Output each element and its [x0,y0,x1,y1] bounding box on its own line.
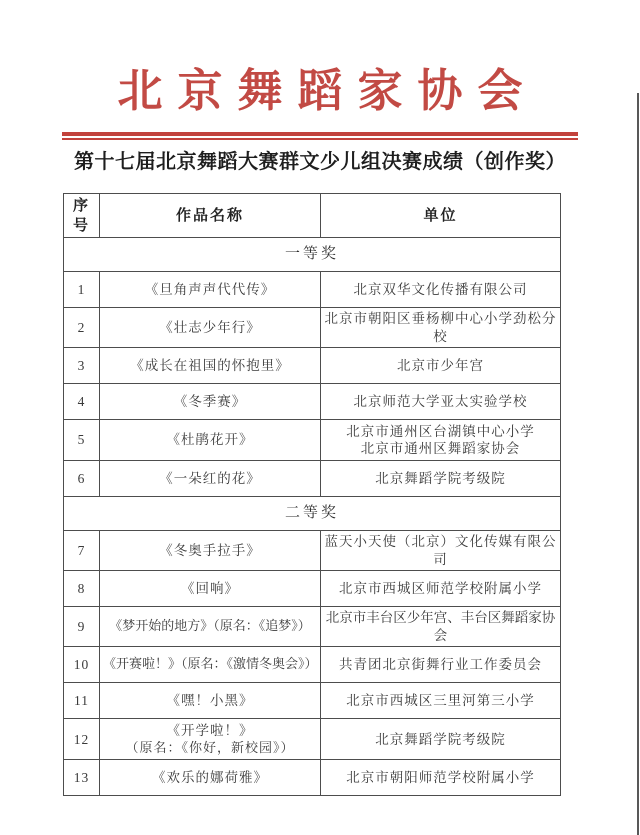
cell-no: 9 [64,607,100,647]
cell-work-line1: 《开学啦！》 [166,723,254,739]
cell-work: 《开赛啦！》（原名：《激情冬奥会》） [100,647,321,683]
table-row [64,348,561,384]
table-row [64,384,561,420]
cell-no: 7 [64,531,100,571]
award-section-row-first-prize [64,238,561,272]
table-row [64,420,561,461]
cell-unit: 北京市丰台区少年宫、丰台区舞蹈家协会 [321,607,561,647]
column-header-unit: 单位 [321,194,561,238]
cell-unit: 蓝天小天使（北京）文化传媒有限公司 [321,531,561,571]
cell-unit: 北京舞蹈学院考级院 [321,719,561,760]
cell-unit: 北京市朝阳师范学校附属小学 [321,760,561,796]
cell-work: 《成长在祖国的怀抱里》 [100,348,321,384]
cell-work: 《杜鹃花开》 [100,420,321,461]
cell-work: 《欢乐的娜荷雅》 [100,760,321,796]
results-table [63,193,561,796]
cell-no: 6 [64,461,100,497]
cell-no: 3 [64,348,100,384]
cell-work: 《嘿！小黑》 [100,683,321,719]
scan-edge-shadow [637,93,639,835]
table-row [64,461,561,497]
table-row [64,719,561,760]
cell-unit-line2: 北京市通州区舞蹈家协会 [360,441,521,457]
cell-no: 5 [64,420,100,461]
table-row [64,571,561,607]
table-row [64,647,561,683]
red-divider-rule [62,132,578,140]
cell-work: 《一朵红的花》 [100,461,321,497]
column-header-no: 序号 [64,194,100,238]
cell-unit: 北京市朝阳区垂杨柳中心小学劲松分校 [321,308,561,348]
table-row [64,308,561,348]
cell-work [100,719,321,760]
table-header-row [64,194,561,238]
table-row [64,531,561,571]
cell-work: 《冬奥手拉手》 [100,531,321,571]
cell-unit: 北京市少年宫 [321,348,561,384]
cell-no: 12 [64,719,100,760]
cell-no: 2 [64,308,100,348]
cell-no: 1 [64,272,100,308]
cell-unit: 北京双华文化传播有限公司 [321,272,561,308]
cell-unit-line1: 北京市通州区台湖镇中心小学 [346,423,535,439]
cell-unit [321,420,561,461]
cell-work: 《回响》 [100,571,321,607]
cell-no: 10 [64,647,100,683]
cell-no: 13 [64,760,100,796]
award-section-row-second-prize [64,497,561,531]
cell-work: 《梦开始的地方》（原名：《追梦》） [100,607,321,647]
cell-work: 《冬季赛》 [100,384,321,420]
cell-unit: 北京舞蹈学院考级院 [321,461,561,497]
award-section-label: 一等奖 [64,238,561,272]
cell-unit: 北京市西城区三里河第三小学 [321,683,561,719]
cell-unit: 共青团北京街舞行业工作委员会 [321,647,561,683]
table-row [64,683,561,719]
org-title: 北京舞蹈家协会 [117,66,538,116]
cell-no: 11 [64,683,100,719]
document-title: 第十七届北京舞蹈大赛群文少儿组决赛成绩（创作奖） [74,151,566,173]
cell-unit: 北京师范大学亚太实验学校 [321,384,561,420]
cell-work: 《壮志少年行》 [100,308,321,348]
award-section-label: 二等奖 [64,497,561,531]
cell-work: 《旦角声声代代传》 [100,272,321,308]
table-row [64,272,561,308]
cell-unit: 北京市西城区师范学校附属小学 [321,571,561,607]
cell-no: 4 [64,384,100,420]
table-row [64,607,561,647]
cell-no: 8 [64,571,100,607]
column-header-work: 作品名称 [100,194,321,238]
cell-work-line2: （原名：《你好，新校园》） [125,739,295,755]
table-row [64,760,561,796]
